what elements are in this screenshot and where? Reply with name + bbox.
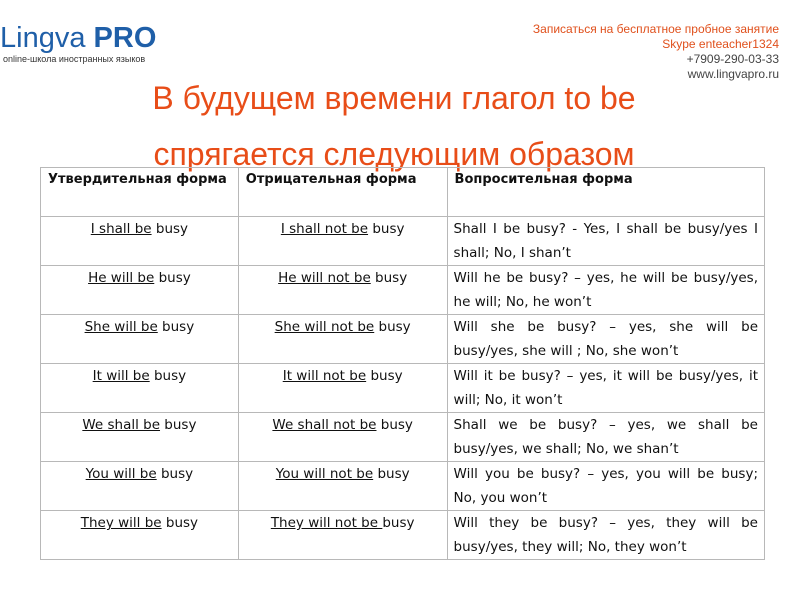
- website-link[interactable]: www.lingvapro.ru: [687, 67, 779, 81]
- table-row: [41, 413, 765, 462]
- affirmative-verb: They will be: [80, 515, 162, 531]
- affirmative-rest: busy: [160, 417, 197, 433]
- affirmative-cell: [41, 462, 239, 511]
- negative-cell: [238, 315, 447, 364]
- phone-contact: +7909-290-03-33: [686, 52, 779, 66]
- negative-rest: busy: [370, 270, 408, 286]
- negative-verb: She will not be: [274, 319, 375, 335]
- affirmative-rest: busy: [149, 368, 187, 384]
- negative-verb: You will not be: [275, 466, 374, 482]
- header-affirmative: Утвердительная форма: [41, 168, 239, 217]
- affirmative-verb: It will be: [92, 368, 150, 384]
- question-cell: Will she be busy? – yes, she will be busy/yes, she will ; No, she won’t: [447, 315, 764, 364]
- affirmative-rest: busy: [157, 319, 195, 335]
- negative-cell: [238, 413, 447, 462]
- negative-rest: busy: [376, 417, 413, 433]
- question-cell: Will he be busy? – yes, he will be busy/yes, he will; No, he won’t: [447, 266, 764, 315]
- table-row: [41, 511, 765, 560]
- affirmative-cell: [41, 364, 239, 413]
- affirmative-rest: busy: [161, 515, 199, 531]
- table-row: [41, 217, 765, 266]
- table-header-row: [41, 168, 765, 217]
- signup-link[interactable]: Записаться на бесплатное пробное занятие: [532, 22, 779, 36]
- logo-name-part2: PRO: [93, 22, 157, 54]
- negative-cell: [238, 511, 447, 560]
- negative-rest: busy: [373, 466, 410, 482]
- affirmative-rest: busy: [151, 221, 189, 237]
- question-cell: Shall we be busy? – yes, we shall be busy/yes, we shall; No, we shan’t: [447, 413, 764, 462]
- negative-verb: We shall not be: [272, 417, 377, 433]
- negative-verb: I shall not be: [280, 221, 369, 237]
- negative-rest: busy: [374, 319, 411, 335]
- question-cell: Will you be busy? – yes, you will be busy; No, you won’t: [447, 462, 764, 511]
- affirmative-verb: He will be: [88, 270, 155, 286]
- table-row: [41, 315, 765, 364]
- affirmative-rest: busy: [154, 270, 191, 286]
- affirmative-cell: [41, 511, 239, 560]
- negative-cell: [238, 462, 447, 511]
- affirmative-verb: I shall be: [90, 221, 152, 237]
- logo-tagline: online-школа иностранных языков: [3, 54, 146, 64]
- question-cell: Will it be busy? – yes, it will be busy/yes, it will; No, it won’t: [447, 364, 764, 413]
- negative-rest: busy: [368, 221, 405, 237]
- table-row: [41, 266, 765, 315]
- negative-verb: It will not be: [282, 368, 367, 384]
- page-title: [0, 70, 788, 182]
- negative-cell: [238, 217, 447, 266]
- negative-verb: He will not be: [278, 270, 371, 286]
- conjugation-table: [40, 167, 765, 560]
- question-cell: Shall I be busy? - Yes, I shall be busy/yes I shall; No, I shan’t: [447, 217, 764, 266]
- negative-verb: They will not be: [270, 515, 383, 531]
- affirmative-cell: [41, 315, 239, 364]
- header-interrogative: Вопросительная форма: [447, 168, 764, 217]
- negative-cell: [238, 364, 447, 413]
- affirmative-verb: You will be: [85, 466, 157, 482]
- affirmative-cell: [41, 217, 239, 266]
- title-line-1: В будущем времени глагол to be: [152, 80, 636, 116]
- skype-contact: Skype enteacher1324: [662, 37, 779, 51]
- logo-wordmark: [0, 22, 156, 54]
- negative-cell: [238, 266, 447, 315]
- table-row: [41, 462, 765, 511]
- affirmative-cell: [41, 413, 239, 462]
- question-cell: Will they be busy? – yes, they will be busy/yes, they will; No, they won’t: [447, 511, 764, 560]
- table-row: [41, 364, 765, 413]
- header-negative: Отрицательная форма: [238, 168, 447, 217]
- affirmative-rest: busy: [156, 466, 194, 482]
- affirmative-cell: [41, 266, 239, 315]
- affirmative-verb: She will be: [84, 319, 158, 335]
- logo: [0, 22, 156, 65]
- affirmative-verb: We shall be: [82, 417, 161, 433]
- logo-name-part1: Lingva: [0, 22, 86, 54]
- negative-rest: busy: [382, 515, 415, 531]
- negative-rest: busy: [366, 368, 403, 384]
- title-line-2: спрягается следующим образом: [153, 136, 635, 172]
